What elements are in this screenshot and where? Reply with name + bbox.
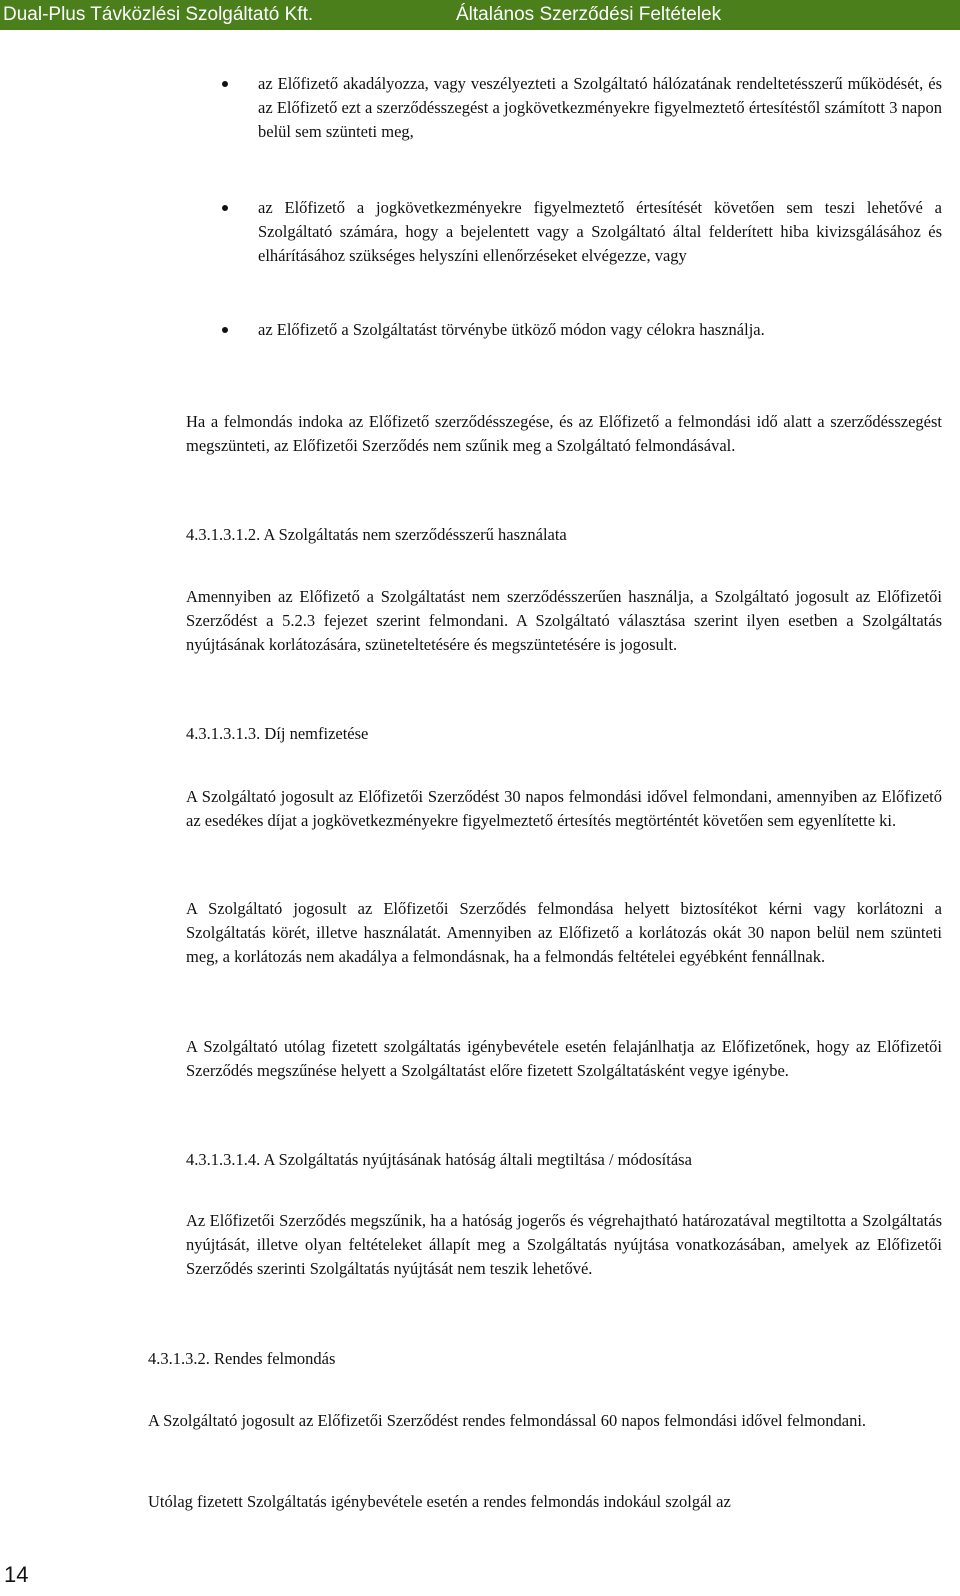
paragraph-non-payment: A Szolgáltató jogosult az Előfizetői Szerződést 30 napos felmondási idővel felmondani, amennyiben az Előfizető az esedékes díjat a jogkövetkezményekre figyelmeztető értesítés megtörténtét követően sem egyenlítette ki. xyxy=(186,787,942,830)
bullet-dot-icon xyxy=(222,327,228,333)
page-number: 14 xyxy=(4,1562,29,1587)
paragraph-security-deposit: A Szolgáltató jogosult az Előfizetői Szerződés felmondása helyett biztosítékot kérni vagy korlátozni a Szolgáltatás körét, illetve használatát. Amennyiben az Előfizető a korlátozás okát 30 napon belül nem szünteti meg, a korlátozás nem akadálya a felmondásnak, ha a felmondás feltételei egyébként fennállnak. xyxy=(186,899,942,966)
bullet-text: az Előfizető a jogkövetkezményekre figyelmeztető értesítését követően sem teszi lehetővé a Szolgáltató számára, hogy a bejelentett vagy a Szolgáltató által felderített hiba kivizsgálásához és elhárításához szükséges helyszíni ellenőrzéseket elvégezze, vagy xyxy=(258,198,942,265)
bullet-dot-icon xyxy=(222,205,228,211)
paragraph-improper-use: Amennyiben az Előfizető a Szolgáltatást nem szerződésszerűen használja, a Szolgáltató jogosult az Előfizetői Szerződést a 5.2.3 fejezet szerint felmondani. A Szolgáltató választása szerint ilyen esetben a Szolgáltatás nyújtásának korlátozására, szüneteltetésére és megszüntetésére is jogosult. xyxy=(186,587,942,654)
bullet-item-2 xyxy=(258,196,942,268)
paragraph-ordinary-termination: A Szolgáltató jogosult az Előfizetői Szerződést rendes felmondással 60 napos felmondási idővel felmondani. xyxy=(148,1411,867,1430)
bullet-dot-icon xyxy=(222,81,228,87)
bullet-text: az Előfizető a Szolgáltatást törvénybe ütköző módon vagy célokra használja. xyxy=(258,320,765,339)
page-header xyxy=(0,0,960,30)
paragraph-prepaid-offer: A Szolgáltató utólag fizetett szolgáltatás igénybevétele esetén felajánlhatja az Előfizetőnek, hogy az Előfizetői Szerződés megszűnése helyett a Szolgáltatást előre fizetett Szolgáltatásként vegye igénybe. xyxy=(186,1037,942,1080)
bullet-item-1 xyxy=(258,72,942,144)
paragraph-postpaid-termination: Utólag fizetett Szolgáltatás igénybevétele esetén a rendes felmondás indokául szolgál az xyxy=(148,1492,731,1511)
paragraph-authority-ban: Az Előfizetői Szerződés megszűnik, ha a hatóság jogerős és végrehajtható határozatával megtiltotta a Szolgáltatás nyújtását, illetve olyan feltételeket állapít meg a Szolgáltatás nyújtása vonatkozásában, amelyek az Előfizetői Szerződés szerinti Szolgáltatás nyújtását nem teszik lehetővé. xyxy=(186,1211,942,1278)
section-heading-4-3-1-3-1-2: 4.3.1.3.1.2. A Szolgáltatás nem szerződésszerű használata xyxy=(186,525,567,544)
header-company-name: Dual-Plus Távközlési Szolgáltató Kft. xyxy=(3,4,314,25)
header-document-title: Általános Szerződési Feltételek xyxy=(456,4,722,25)
bullet-item-3 xyxy=(258,318,942,342)
paragraph-termination-reason: Ha a felmondás indoka az Előfizető szerződésszegése, és az Előfizető a felmondási idő alatt a szerződésszegést megszünteti, az Előfizetői Szerződés nem szűnik meg a Szolgáltató felmondásával. xyxy=(186,412,942,455)
section-heading-4-3-1-3-1-4: 4.3.1.3.1.4. A Szolgáltatás nyújtásának hatóság általi megtiltása / módosítása xyxy=(186,1150,692,1169)
bullet-text: az Előfizető akadályozza, vagy veszélyezteti a Szolgáltató hálózatának rendeltetésszerű működését, és az Előfizető ezt a szerződésszegést a jogkövetkezményekre figyelmeztető értesítéstől számított 3 napon belül sem szünteti meg, xyxy=(258,74,942,141)
section-heading-4-3-1-3-2: 4.3.1.3.2. Rendes felmondás xyxy=(148,1349,336,1368)
section-heading-4-3-1-3-1-3: 4.3.1.3.1.3. Díj nemfizetése xyxy=(186,724,369,743)
